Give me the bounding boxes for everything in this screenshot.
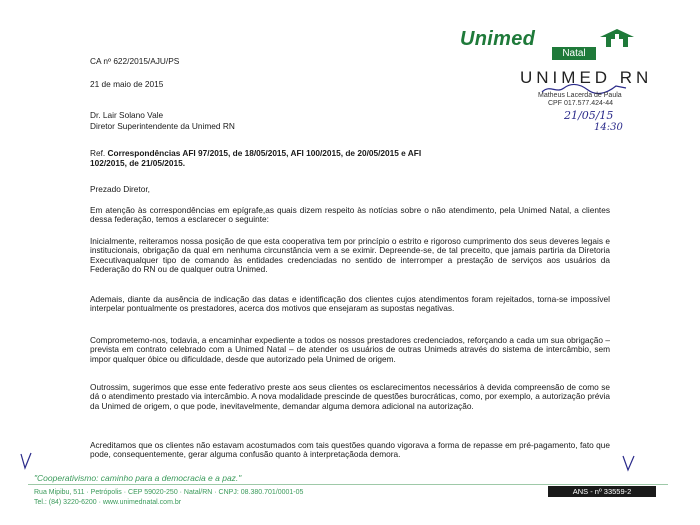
letter-date: 21 de maio de 2015 xyxy=(90,79,164,89)
recipient-title: Diretor Superintendente da Unimed RN xyxy=(90,121,235,131)
body-paragraph: Em atenção às correspondências em epígrafe,as quais dizem respeito às notícias sobre o não atendimento, pela Unimed Natal, a clientes dessa federação, temos a esclarecer o seguinte: xyxy=(90,205,610,225)
reference-text-line1: Correspondências AFI 97/2015, de 18/05/2015, AFI 100/2015, de 20/05/2015 e AFI xyxy=(107,148,422,158)
reference-text-line2: 102/2015, de 21/05/2015. xyxy=(90,158,186,168)
body-paragraph: Outrossim, sugerimos que esse ente federativo preste aos seus clientes os esclarecimentos necessários à devida compreensão de como se dá o atendimento prestado via intercâmbio. A nova modalidade prescinde de questões burocráticas, como, por exemplo, a autorização prévia da Unimed de origem, o que pode, inevitavelmente, demandar alguma demora adicional na autorização. xyxy=(90,382,610,411)
stamp-signer-name: Matheus Lacerda de Paula xyxy=(538,92,622,99)
ans-registration-badge: ANS - nº 33559-2 xyxy=(548,486,656,497)
receipt-stamp xyxy=(520,68,670,138)
footer-address: Rua Mipibu, 511 · Petrópolis · CEP 59020-250 · Natal/RN · CNPJ: 08.380.701/0001-05 xyxy=(34,489,304,496)
letter-reference xyxy=(90,148,610,168)
margin-check-mark xyxy=(620,454,636,477)
stamp-title: UNIMED RN xyxy=(520,68,653,87)
body-paragraph: Ademais, diante da ausência de indicação das datas e identificação dos clientes cujos atendimentos foram rejeitados, torna-se impossível interpelar pontualmente os prestadores, acerca dos motivos que ensejaram as supostas negativas. xyxy=(90,294,610,314)
stamp-time: 14:30 xyxy=(594,122,623,133)
body-paragraph: Inicialmente, reiteramos nossa posição de que esta cooperativa tem por princípio o estrito e rigoroso cumprimento dos seus deveres legais e institucionais, obrigação da qual em nenhuma circunstância vem a se eximir. Depreende-se, de tal preceito, que jamais partiria da Diretoria Executivaqualquer tipo de comando às entidades credenciadas no sentido de interromper a prestação de serviços aos usuários da Federação do RN ou de qualquer outra Unimed. xyxy=(90,236,610,275)
body-paragraph: Acreditamos que os clientes não estavam acostumados com tais questões quando vigorava a forma de repasse em pré-pagamento, fato que pode, consequentemente, gerar alguma confusão quanto à interpretaçãoda demora. xyxy=(90,440,610,460)
unimed-tree-icon xyxy=(598,28,636,53)
footer-divider xyxy=(28,484,668,485)
unimed-natal-logo xyxy=(456,28,642,60)
footer-contact: Tel.: (84) 3220-6200 · www.unimednatal.com.br xyxy=(34,499,182,506)
margin-check-mark xyxy=(18,452,34,475)
recipient-name: Dr. Lair Solano Vale xyxy=(90,110,164,120)
reference-label: Ref. xyxy=(90,148,106,158)
letter-reference-code: CA nº 622/2015/AJU/PS xyxy=(90,56,180,66)
stamp-signer-id: CPF 017.577.424-44 xyxy=(548,100,613,107)
footer-slogan: "Cooperativismo: caminho para a democracia e a paz." xyxy=(34,473,242,483)
stamp-date: 21/05/15 xyxy=(564,109,614,122)
body-paragraph: Comprometemo-nos, todavia, a encaminhar expediente a todos os nossos prestadores credenciados, reforçando a cada um sua obrigação – prevista em contrato celebrado com a Unimed Natal – de atender os usuários de outras Unimeds através do sistema de intercâmbio, sem impor qualquer óbice ou dificuldade, desde que autorizado pela Unimed de origem. xyxy=(90,335,610,364)
logo-subtitle: Natal xyxy=(552,47,596,60)
salutation: Prezado Diretor, xyxy=(90,184,150,194)
logo-wordmark: Unimed xyxy=(460,28,536,50)
